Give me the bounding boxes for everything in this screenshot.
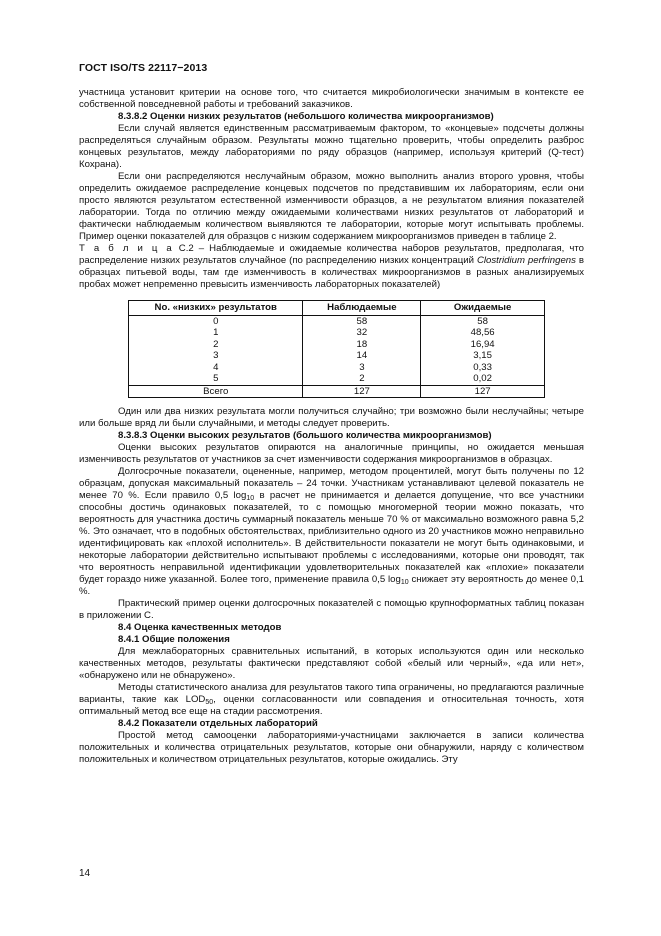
table-cell: 18 — [303, 339, 421, 351]
paragraph: Простой метод самооценки лабораториями-участницами заключается в записи количества положительных и количества отрицательных результатов, которые они обнаружили, наряду с количеством положительных и количеством отрицательных результатов, которые ожидались. Эту — [79, 730, 584, 765]
table-cell: 2 — [129, 339, 303, 351]
page-body — [79, 87, 584, 766]
table-row — [129, 350, 545, 362]
organism-name: Clostridium perfringens — [476, 255, 576, 266]
column-header: Наблюдаемые — [303, 301, 421, 316]
table-cell: 32 — [303, 327, 421, 339]
text-run: снижает эту вероятность до менее 0,1 %. — [79, 574, 584, 597]
table-cell: 4 — [129, 362, 303, 374]
table-cell: 3 — [129, 350, 303, 362]
table-cell: 3 — [303, 362, 421, 374]
page-number: 14 — [79, 868, 91, 879]
table-cell: 5 — [129, 373, 303, 385]
table-cell: 48,56 — [421, 327, 545, 339]
table-row — [129, 315, 545, 327]
section-heading-8-4-2: 8.4.2 Показатели отдельных лабораторий — [118, 718, 318, 729]
paragraph — [79, 466, 584, 598]
table-cell: 0,33 — [421, 362, 545, 374]
table-caption-label: Т а б л и ц а — [79, 243, 174, 254]
table-cell: 58 — [303, 315, 421, 327]
paragraph: Если случай является единственным рассматриваемым фактором, то «концевые» подсчеты должны распределяться случайным образом. Результаты можно тщательно проверить, чтобы определить разброс концевых результатов, между лабораториями по ряду образцов (например, используя критерий (Q-тест) Кохрана). — [79, 123, 584, 170]
table-caption-text: в образцах питьевой воды, там где изменчивость в количествах микроорганизмов в разных анализируемых пробах может непременно превысить изменчивость лабораторных показателей) — [79, 255, 584, 290]
paragraph: Оценки высоких результатов опираются на аналогичные принципы, но ожидается меньшая изменчивость результатов от участников за счет изменчивости содержания микроорганизмов в образцах. — [79, 442, 584, 465]
text-run: в расчет не принимается и делается допущение, что все участники способны достичь одинаковых показателей, то с помощью многомерной теории можно показать, что вероятность для участника достичь суммарный показатель меньше 70 % от максимально возможного равна 5,2 %. Это означает, что в подобных обстоятельствах, приблизительно одного из 20 участников можно неправильно идентифицировать как «плохой исполнитель». В действительности показатели не могут быть одинаковыми, и некоторые лаборатории действительно испытывают проблемы с исследованиями, которые они проводят, так что вероятность неправильной идентификации удовлетворительных показателей как «плохие» показатели будет гораздо ниже указанной. Более того, применение правила 0,5 log — [79, 490, 584, 585]
results-table — [128, 300, 545, 398]
paragraph — [79, 682, 584, 718]
document-code: ГОСТ ISO/TS 22117−2013 — [79, 62, 208, 74]
table-cell: 2 — [303, 373, 421, 385]
column-header: No. «низких» результатов — [129, 301, 303, 316]
section-heading-8-4: 8.4 Оценка качественных методов — [118, 622, 282, 633]
text-run: Методы статистического анализа для результатов такого типа ограничены, но предлагаются различные варианты, такие как LOD — [79, 682, 584, 705]
table-cell: 1 — [129, 327, 303, 339]
column-header: Ожидаемые — [421, 301, 545, 316]
section-heading-8-3-8-2: 8.3.8.2 Оценки низких результатов (небольшого количества микроорганизмов) — [118, 111, 494, 122]
subscript: 10 — [246, 495, 255, 502]
table-row — [129, 362, 545, 374]
table-cell: 0 — [129, 315, 303, 327]
table-cell: 0,02 — [421, 373, 545, 385]
table-row — [129, 373, 545, 385]
table-cell: 58 — [421, 315, 545, 327]
table-cell: 16,94 — [421, 339, 545, 351]
paragraph: Практический пример оценки долгосрочных показателей с помощью крупноформатных таблиц показан в приложении С. — [79, 598, 584, 621]
text-run: Долгосрочные показатели, оцененные, например, методом процентилей, могут быть получены по 12 образцам, допуская максимальный показатель – 24 точки. Участникам устанавливают целевой показатель не менее 70 %. Если правило 0,5 log — [79, 466, 584, 501]
table-cell: Всего — [129, 385, 303, 398]
table-cell: 14 — [303, 350, 421, 362]
section-heading-8-4-1: 8.4.1 Общие положения — [118, 634, 230, 645]
table-caption-number: С.2 — [173, 243, 194, 254]
text-run: , оценки согласованности или совпадения и относительная точность, хотя оптимальный метод все еще на стадии рассмотрения. — [79, 694, 584, 717]
section-heading-8-3-8-3: 8.3.8.3 Оценки высоких результатов (большого количества микроорганизмов) — [118, 430, 492, 441]
table-cell: 3,15 — [421, 350, 545, 362]
table-cell: 127 — [421, 385, 545, 398]
table-header-row — [129, 301, 545, 316]
table-cell: 127 — [303, 385, 421, 398]
subscript: 10 — [400, 579, 409, 586]
paragraph: Один или два низких результата могли получиться случайно; три возможно были неслучайны; четыре или больше вряд ли были случайными, и методы следует проверить. — [79, 406, 584, 429]
table-caption — [79, 243, 584, 291]
paragraph: участница установит критерии на основе того, что считается микробиологически значимым в контексте ее собственной повседневной работы и требований заказчиков. — [79, 87, 584, 110]
table-row — [129, 339, 545, 351]
subscript: 50 — [205, 699, 214, 706]
table-caption-text: – Наблюдаемые и ожидаемые количества наборов результатов, предполагая, что распределение низких результатов случайное (по распределению низких концентраций — [79, 243, 584, 266]
table-total-row — [129, 385, 545, 398]
paragraph: Для межлабораторных сравнительных испытаний, в которых используются один или несколько качественных методов, результаты фактически представляют собой «белый или черный», «да или нет», «обнаружено или не обнаружено». — [79, 646, 584, 681]
paragraph: Если они распределяются неслучайным образом, можно выполнить анализ второго уровня, чтобы определить ожидаемое распределение концевых подсчетов по представившим их лабораториям, если они просто являются результатом естественной изменчивости образцов, а не результатом влияния показателей лаборатории. Тогда по отличию между ожидаемыми количествами низких результатов от лабораторий и фактически наблюдаемым количеством выявляются те лаборатории, которые могут испытывать проблемы. Пример оценки показателей для образцов с низким содержанием микроорганизмов приведен в таблице 2. — [79, 171, 584, 242]
table-row — [129, 327, 545, 339]
